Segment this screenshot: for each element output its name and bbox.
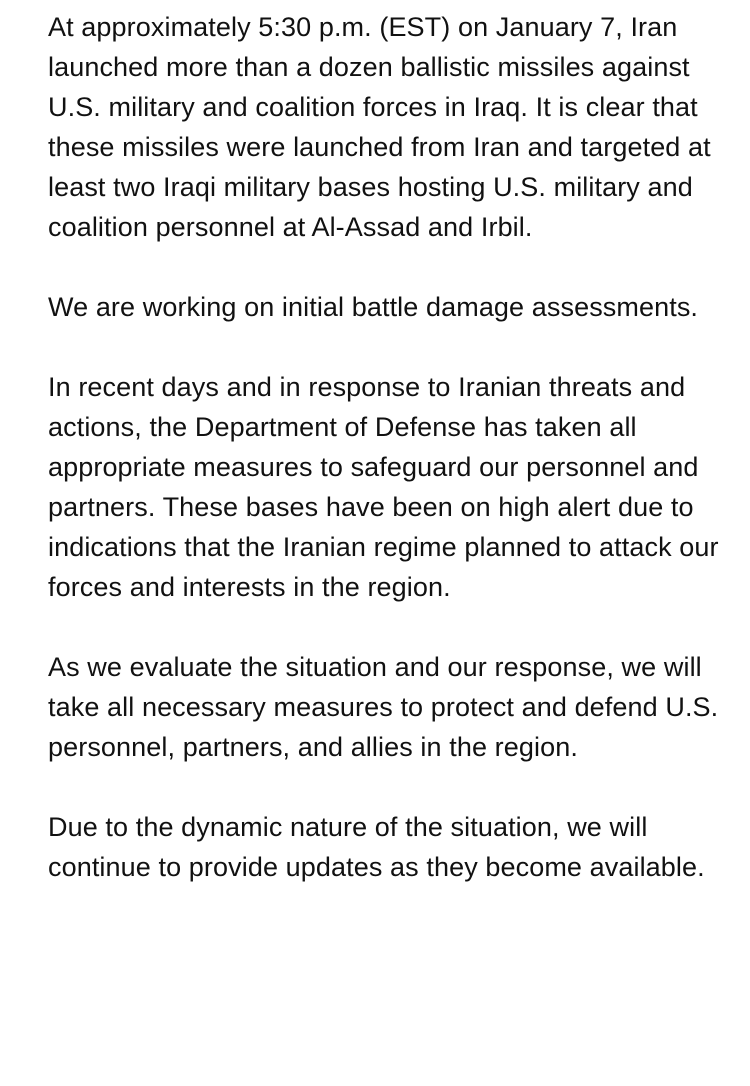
paragraph-attack-details: At approximately 5:30 p.m. (EST) on January 7, Iran launched more than a dozen ballistic missiles against U.S. military and coalition forces in Iraq. It is clear that these missiles were launched from Iran and targeted at least two Iraqi military bases hosting U.S. military and coalition personnel at Al-Assad and Irbil.: [48, 12, 711, 242]
paragraph-response: As we evaluate the situation and our response, we will take all necessary measures to protect and defend U.S. personnel, partners, and allies in the region.: [48, 652, 719, 762]
paragraph-defense-measures: In recent days and in response to Iranian threats and actions, the Department of Defense has taken all appropriate measures to safeguard our personnel and partners. These bases have been on high alert due to indications that the Iranian regime planned to attack our forces and interests in the region.: [48, 372, 719, 602]
paragraph-damage-assessment: We are working on initial battle damage assessments.: [48, 292, 699, 322]
paragraph-updates: Due to the dynamic nature of the situation, we will continue to provide updates as they become available.: [48, 812, 705, 882]
statement-body: [48, 7, 738, 887]
